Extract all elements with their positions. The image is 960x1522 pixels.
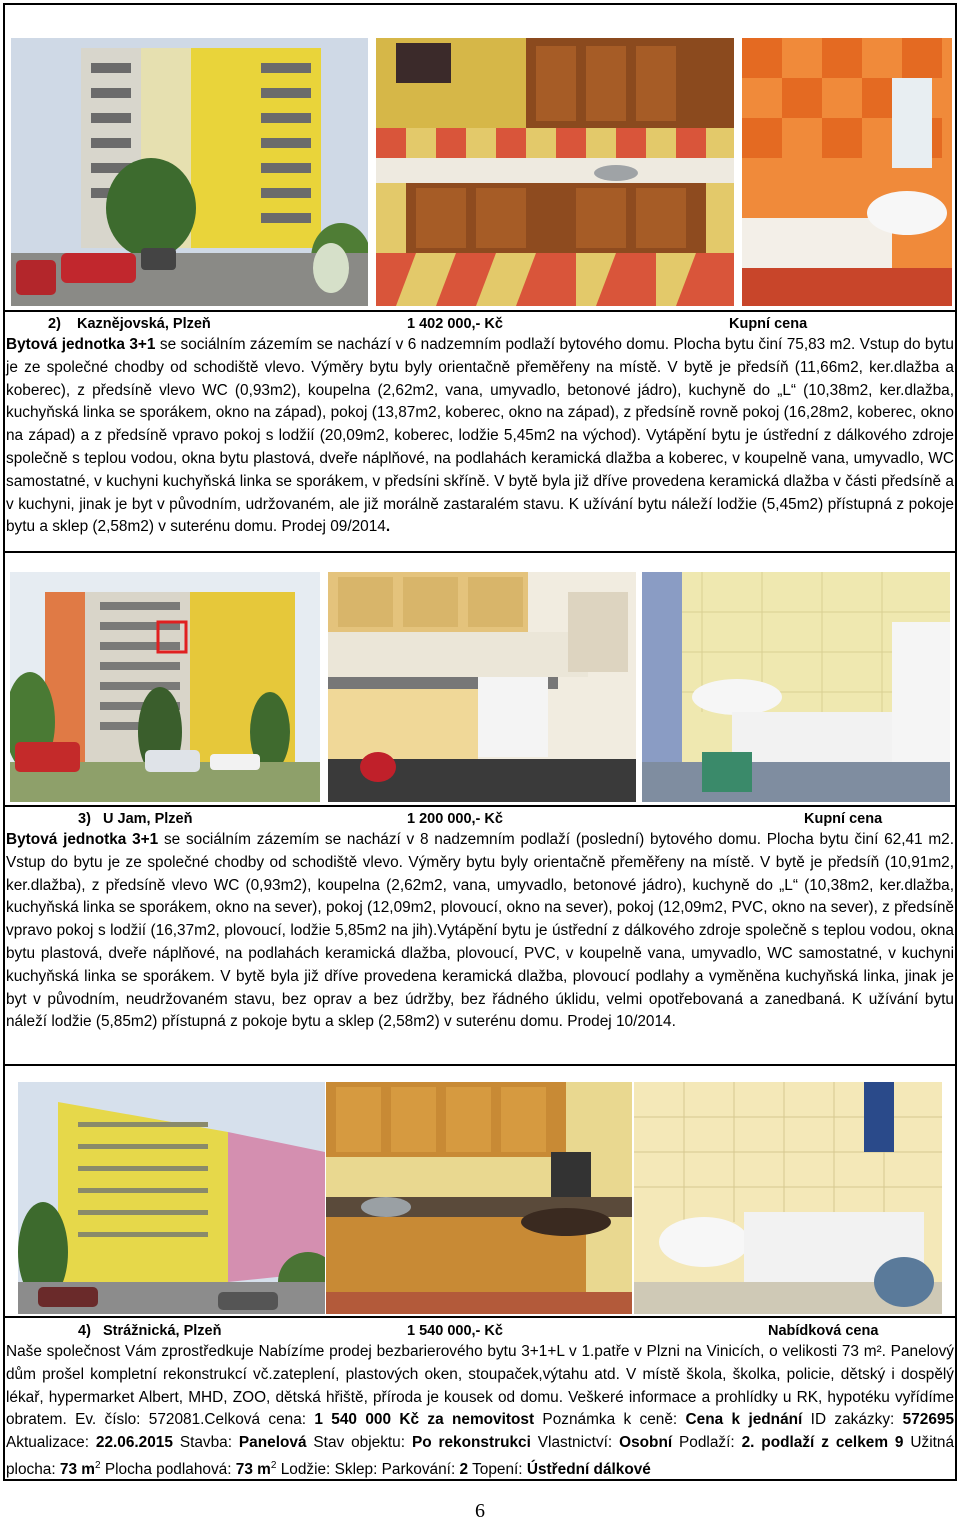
update-date: 22.06.2015 [95,1434,173,1452]
listing-2-photos [8,38,952,306]
total-price: 1 540 000 Kč za nemovitost [314,1411,535,1429]
kitchen-photo [326,1082,632,1314]
building-photo [10,572,320,802]
listing-address: U Jam, Plzeň [103,811,193,827]
superscript: 2 [95,1459,101,1471]
misc-label: Lodžie: Sklep: Parkování: [276,1461,460,1479]
listing-3-photos [8,572,952,802]
ownership-label: Vlastnictví: [530,1434,620,1452]
building-type: Panelová [238,1434,307,1452]
listing-address: Strážnická, Plzeň [103,1323,222,1339]
separator [5,551,955,553]
condition-label: Stav objektu: [306,1434,412,1452]
description-text: se sociálním zázemím se nachází v 8 nadzemním podlaží (poslední) bytového domu. Plocha bytu činí 62,41 m2. Vstup do bytu je ze společné chodby od schodiště vlevo. Výměry bytu byly orientačně přeměřeny na místě. V bytě je předsíň (10,91m2, ker.dlažba), z předsíně vlevo WC (0,93m2), koupelna (2,62m2, vana, umyvadlo, betonové jádro), kuchyně do „L“ (10,38m2, ker.dlažba, kuchyňská linka se sporákem, okno na sever), pokoj (12,09m2, plovoucí, okno na sever), pokoj (12,09m2, PVC, okno na sever), z předsíně vpravo pokoj s lodžií (16,37m2, plovoucí, lodžie 5,85m2 na jih).Vytápění bytu je ústřední z dálkového zdroje společně s teplou vodou, okna bytu plastová, dveře náplňové, na podlahách keramická dlažba, plovoucí, PVC, v koupelně vana, umyvadlo, WC samostatné, v kuchyni kuchyňská linka se sporákem. V bytě byla již dříve provedena keramická dlažba, plovoucí podlahy a vyměněna kuchyňská linka, jinak je byt v původním, neudržovaném stavu, bez oprav a bez údržby, bez řádného úklidu, velmi opotřebovaná a zanedbaná. K užívání bytu náleží lodžie (5,85m2) přístupná z pokoje bytu a sklep (2,58m2) v suterénu domu. Prodej 10/2014. [6,831,955,1031]
kitchen-photo [328,572,636,802]
bathroom-photo [742,38,952,306]
order-id-label: ID zakázky: [802,1411,903,1429]
listing-4-photos [8,1082,952,1314]
price-note: Cena k jednání [685,1411,803,1429]
heating: Ústřední dálkové [526,1461,651,1479]
condition: Po rekonstrukci [411,1434,531,1452]
usable-area: 73 m [59,1461,95,1479]
listing-price: 1 200 000,- Kč [407,811,503,827]
listing-price-type: Kupní cena [729,316,808,332]
listing-3-description [6,829,954,1034]
listing-2-heading [5,316,955,336]
bathroom-photo [642,572,950,802]
intro-text: Naše společnost Vám zprostředkuje Nabízíme prodej bezbarierového bytu 3+1+L v 1.patře v Plzni na Vinicích, o velikosti 73 m². Panelový dům prošel kompletní rekonstrukcí vč.zateplení, plastových oken, stoupaček,výtahu atd. V místě škola, školka, policie, dětský i dospělý lékař, hypermarket Albert, MHD, ZOO, dětská hřiště, příroda je kousek od domu. Veškeré informace a prohlídky u RK, hypotéku vyřídíme obratem. Ev. číslo: 572081.Celková cena: [6,1343,954,1429]
floor-label: Podlaží: [672,1434,742,1452]
listing-price-type: Nabídková cena [768,1323,879,1339]
description-end: . [385,518,391,536]
listing-price: 1 540 000,- Kč [407,1323,503,1339]
unit-type: Bytová jednotka 3+1 [6,336,156,353]
separator [5,1064,955,1066]
heating-label: Topení: [468,1461,527,1479]
order-id: 572695 [902,1411,954,1429]
floor-area: 73 m [235,1461,271,1479]
superscript: 2 [270,1459,277,1471]
price-note-label: Poznámka k ceně: [534,1411,686,1429]
page-number: 6 [475,1500,485,1522]
separator [5,310,955,312]
building-photo [18,1082,325,1314]
floor: 2. podlaží z celkem 9 [741,1434,904,1452]
listing-address: Kaznějovská, Plzeň [77,316,211,332]
listing-2-description [6,334,954,539]
listing-price-type: Kupní cena [804,811,883,827]
listing-4-heading [5,1323,955,1343]
update-label: Aktualizace: [6,1434,96,1452]
listing-number: 4) [78,1323,91,1339]
building-label: Stavba: [172,1434,239,1452]
listing-3-heading [5,811,955,831]
floor-area-label: Plocha podlahová: [100,1461,236,1479]
parking: 2 [459,1461,469,1479]
kitchen-photo [376,38,734,306]
usable-area-label: Užitná plocha: [6,1434,955,1479]
separator [5,1316,955,1318]
listing-4-description [6,1341,954,1482]
ownership: Osobní [619,1434,673,1452]
listing-number: 2) [48,316,61,332]
listing-price: 1 402 000,- Kč [407,316,503,332]
bathroom-photo [634,1082,942,1314]
description-text: se sociálním zázemím se nachází v 6 nadzemním podlaží bytového domu. Plocha bytu činí 75,83 m2. Vstup do bytu je ze společné chodby od schodiště vlevo. Výměry bytu byly orientačně přeměřeny na místě. V bytě je předsíň (11,66m2, ker.dlažba a koberec), z předsíně vlevo WC (0,93m2), koupelna (2,62m2, vana, umyvadlo, betonové jádro), kuchyně do „L“ (10,38m2, ker.dlažba, kuchyňská linka se sporákem, okno na západ), pokoj (13,87m2, koberec, okno na západ), z předsíně rovně pokoj (16,28m2, koberec, okno na západ) a z předsíně vpravo pokoj s lodžií (20,09m2, koberec, lodžie 5,45m2 na východ). Vytápění bytu je ústřední z dálkového zdroje společně s teplou vodou, okna bytu plastová, dveře náplňové, na podlahách keramická dlažba a koberec, v koupelně vana, umyvadlo, WC samostatné, v kuchyni kuchyňská linka se sporákem, v předsíni skříně. V bytě byla již dříve provedena keramická dlažba v části předsíně a v kuchyni, jinak je byt v původním, udržovaném, ale již morálně zastaralém stavu. K užívání bytu náleží lodžie (5,45m2) přístupná z pokoje bytu a sklep (2,58m2) v suterénu domu. Prodej 09/2014 [6,336,954,536]
building-photo [11,38,368,306]
separator [5,805,955,807]
listing-number: 3) [78,811,91,827]
unit-type: Bytová jednotka 3+1 [6,831,159,848]
